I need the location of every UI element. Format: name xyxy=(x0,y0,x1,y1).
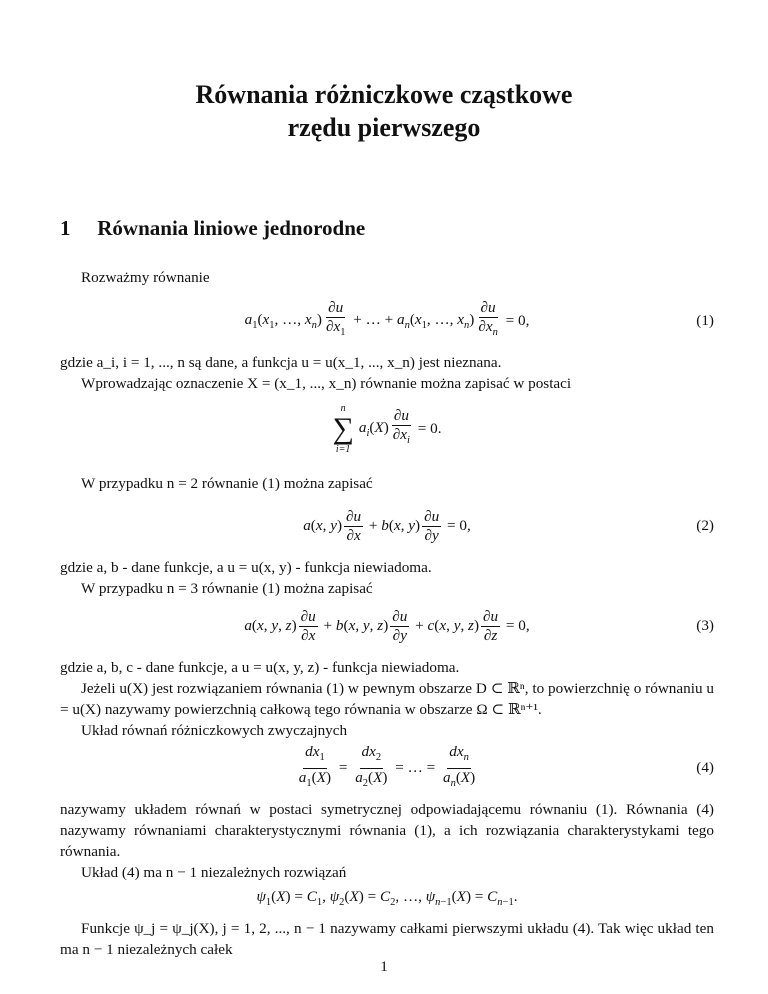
equation-3-body: a(x, y, z) $\frac{\partial u}{\partial x}$ + b(x, y, z) $\frac{\partial u}{\partial y}$ + c(x, y, z) $\frac{\partial u}{\partial z}$ = 0, xyxy=(244,607,530,644)
paragraph-integral-surface-line-3: Układ równań różniczkowych zwyczajnych xyxy=(81,722,348,739)
paragraph-integral-surface xyxy=(60,657,714,741)
section-number: 1 xyxy=(60,216,71,240)
paragraph-integral-surface-line-1: gdzie a, b, c - dane funkcje, a u = u(x, y, z) - funkcja niewiadoma. xyxy=(60,659,460,676)
paragraph-characteristics-line-1: nazywamy układem równań w postaci symetrycznej odpowiadającemu równaniu (1). Równania (4) nazywamy równaniami charakterystycznymi równania (1), a ich rozwiązania charakterystykami tego równania. xyxy=(60,801,714,860)
paragraph-case-n3-line-2: W przypadku n = 3 równanie (1) można zapisać xyxy=(81,580,373,597)
equation-4-tag: (4) xyxy=(696,759,714,776)
equation-sum xyxy=(60,394,714,464)
equation-1-tag: (1) xyxy=(696,312,714,329)
paragraph-characteristics xyxy=(60,799,714,883)
paragraph-case-n3 xyxy=(60,557,714,599)
paragraph-definitions xyxy=(60,352,714,394)
section-heading xyxy=(60,216,365,241)
paragraph-characteristics-line-2: Układ (4) ma n − 1 niezależnych rozwiązań xyxy=(81,864,347,881)
paragraph-definitions-line-1: gdzie a_i, i = 1, ..., n są dane, a funkcja u = u(x_1, ..., x_n) jest nieznana. xyxy=(60,354,502,371)
equation-1-body: $a_1(x_1$, …, $x_n$) $\frac{\partial u}{\partial x_1}$ + … + $a_n(x_1$, …, $x_n$) $\frac{\partial u}{\partial x_n}$ = 0, xyxy=(244,299,530,339)
equation-4-body: $\frac{dx_1}{a_1(X)}$ = $\frac{dx_2}{a_2(X)}$ = … = $\frac{dx_n}{a_n(X)}$ xyxy=(298,743,476,789)
paragraph-case-n2: W przypadku n = 2 równanie (1) można zapisać xyxy=(81,475,373,492)
equation-3-tag: (3) xyxy=(696,617,714,634)
equation-2-body: a(x, y) $\frac{\partial u}{\partial x}$ + b(x, y) $\frac{\partial u}{\partial y}$ = 0, xyxy=(303,507,471,544)
paragraph-case-n3-line-1: gdzie a, b - dane funkcje, a u = u(x, y) - funkcja niewiadoma. xyxy=(60,559,432,576)
equation-solutions-body: $\psi_1(X) = C_1$, $\psi_2(X) = C_2$, …, $\psi_{n-1}(X) = C_{n-1}$. xyxy=(256,887,518,909)
paragraph-intro: Rozważmy równanie xyxy=(81,269,210,286)
title-line-1: Równania różniczkowe cząstkowe xyxy=(195,80,573,109)
title-line-2: rzędu pierwszego xyxy=(287,113,481,142)
page-number: 1 xyxy=(380,958,388,975)
section-title: Równania liniowe jednorodne xyxy=(97,216,366,240)
equation-sum-body: n ∑ i=1 $a_i(X)$ $\frac{\partial u}{\partial x_i}$ = 0. xyxy=(332,403,442,455)
equation-3 xyxy=(60,600,714,652)
equation-2-tag: (2) xyxy=(696,517,714,534)
equation-4 xyxy=(60,742,714,794)
equation-1 xyxy=(60,295,714,347)
document-title xyxy=(0,78,768,144)
equation-2 xyxy=(60,500,714,552)
paragraph-definitions-line-2: Wprowadzając oznaczenie X = (x_1, ..., x_n) równanie można zapisać w postaci xyxy=(81,375,572,392)
paragraph-integral-surface-line-2: Jeżeli u(X) jest rozwiązaniem równania (1) w pewnym obszarze D ⊂ ℝⁿ, to powierzchnię o równaniu u = u(X) nazywamy powierzchnią całkową tego równania w obszarze Ω ⊂ ℝⁿ⁺¹. xyxy=(60,680,714,718)
equation-solutions xyxy=(60,884,714,912)
